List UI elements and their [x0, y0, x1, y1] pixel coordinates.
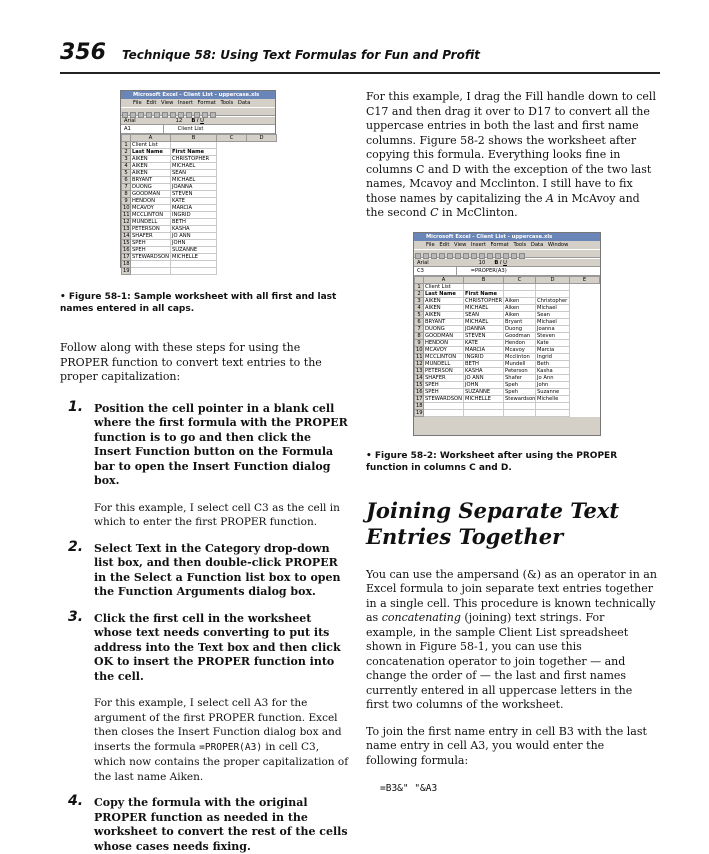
row-header: 17 — [122, 254, 131, 261]
excel-format-toolbar: Arial 10 B I U — [414, 258, 600, 267]
section-heading: Joining Separate Text Entries Together — [366, 498, 658, 550]
figure-58-2-caption — [366, 450, 658, 474]
cell: Last Name — [424, 290, 464, 297]
cell: Michelle — [536, 395, 570, 402]
row-header: 14 — [122, 233, 131, 240]
column-header: B — [464, 276, 504, 283]
cell: SPEH — [131, 240, 171, 247]
row-header: 1 — [122, 142, 131, 149]
table-row — [415, 353, 600, 360]
table-row — [415, 325, 600, 332]
cell: Beth — [536, 360, 570, 367]
cell: Speh — [504, 381, 536, 388]
row-header: 18 — [415, 402, 424, 409]
table-row — [122, 191, 277, 198]
step-number: 2. — [68, 540, 83, 555]
row-header: 16 — [122, 247, 131, 254]
row-header: 4 — [415, 304, 424, 311]
cell: Goodman — [504, 332, 536, 339]
cell: Aiken — [504, 304, 536, 311]
row-header: 2 — [415, 290, 424, 297]
text-run: You can use the ampersand (&) as an operator in an Excel formula to join separate text entries together in a single cell. This procedure is known technically as — [366, 568, 657, 625]
cell: Client List — [424, 283, 464, 290]
cell: Joanna — [536, 325, 570, 332]
excel-title-bar: Microsoft Excel - Client List - uppercase.xls — [414, 233, 600, 241]
cell: Steven — [536, 332, 570, 339]
excel-standard-toolbar — [414, 249, 600, 258]
cell: MUNDELL — [131, 219, 171, 226]
text-run: in McClinton. — [439, 206, 518, 219]
column-header: A — [424, 276, 464, 283]
cell — [171, 142, 217, 149]
row-header: 7 — [122, 184, 131, 191]
cell: MICHELLE — [464, 395, 504, 402]
font-name: Arial — [417, 259, 477, 268]
cell: Mcclinton — [504, 353, 536, 360]
table-row — [415, 367, 600, 374]
worksheet-grid — [414, 276, 600, 417]
column-header: D — [536, 276, 570, 283]
table-row — [415, 290, 600, 297]
table-row — [122, 212, 277, 219]
cell: STEWARDSON — [131, 254, 171, 261]
table-row — [122, 142, 277, 149]
cell: AIKEN — [131, 170, 171, 177]
formula-content: =PROPER(A3) — [459, 268, 507, 274]
row-header: 15 — [122, 240, 131, 247]
cell: Michael — [536, 318, 570, 325]
table-row — [415, 346, 600, 353]
corner-cell — [415, 276, 424, 283]
row-header: 17 — [415, 395, 424, 402]
step-3-body — [60, 696, 350, 784]
cell: KATE — [464, 339, 504, 346]
row-header: 9 — [415, 339, 424, 346]
table-row — [122, 163, 277, 170]
name-box: C3 — [417, 267, 457, 276]
cell: JOHN — [171, 240, 217, 247]
table-row — [122, 184, 277, 191]
table-row — [415, 332, 600, 339]
row-header: 9 — [122, 198, 131, 205]
steps-list — [60, 402, 350, 854]
cell: MCCLINTON — [131, 212, 171, 219]
row-header: 8 — [122, 191, 131, 198]
row-header: 13 — [122, 226, 131, 233]
cell: PETERSON — [424, 367, 464, 374]
cell: Last Name — [131, 149, 171, 156]
cell: Kasha — [536, 367, 570, 374]
row-header: 11 — [415, 353, 424, 360]
row-header: 3 — [415, 297, 424, 304]
step-text: Copy the formula with the original PROPER function as needed in the worksheet to convert the rest of the cells whose cases needs fixing. — [94, 796, 348, 853]
cell: GOODMAN — [131, 191, 171, 198]
row-header: 19 — [122, 268, 131, 275]
cell: MICHAEL — [171, 163, 217, 170]
table-row — [415, 409, 600, 416]
table-row — [415, 318, 600, 325]
text-run: For this example, I drag the Fill handle down to cell C17 and then drag it over to D17 to convert all the uppercase entries in both the last and first name columns. Figure 58-2 shows the worksheet after copying this formula. Everything looks fine in columns C and D with the exception of the two last names, Mcavoy and Mcclinton. I still have to fix those names by capitalizing the — [366, 90, 656, 205]
table-row — [122, 247, 277, 254]
cell: MICHAEL — [464, 318, 504, 325]
cell: MICHELLE — [171, 254, 217, 261]
cell: Mundell — [504, 360, 536, 367]
cell: KATE — [171, 198, 217, 205]
table-row — [122, 233, 277, 240]
cell: PETERSON — [131, 226, 171, 233]
table-row — [122, 254, 277, 261]
cell: Bryant — [504, 318, 536, 325]
cell — [504, 283, 536, 290]
table-row — [122, 156, 277, 163]
step-text: Position the cell pointer in a blank cell where the first formula with the PROPER function is to go and then click the Insert Function button on the Formula bar to open the Insert Function dialog box. — [94, 402, 348, 488]
cell: Client List — [131, 142, 171, 149]
row-header: 6 — [415, 318, 424, 325]
right-column — [366, 90, 658, 797]
italic-run: concatenating — [382, 611, 461, 624]
column-header: A — [131, 135, 171, 142]
name-box: A1 — [124, 125, 164, 134]
figure-58-2-screenshot — [413, 232, 601, 436]
cell — [424, 409, 464, 416]
cell: JOANNA — [464, 325, 504, 332]
row-header: 16 — [415, 388, 424, 395]
row-header: 7 — [415, 325, 424, 332]
table-row — [415, 360, 600, 367]
caption-text: Sample worksheet with all first and last names entered in all caps. — [60, 292, 336, 314]
step-1-body: For this example, I select cell C3 as the cell in which to enter the first PROPER function. — [60, 501, 350, 530]
column-header: C — [504, 276, 536, 283]
cell: JOANNA — [171, 184, 217, 191]
table-row — [415, 339, 600, 346]
row-header: 10 — [122, 205, 131, 212]
table-row — [415, 283, 600, 290]
cell: Shafer — [504, 374, 536, 381]
cell — [504, 402, 536, 409]
cell: Sean — [536, 311, 570, 318]
cell: Aiken — [504, 311, 536, 318]
font-size: 12 — [176, 117, 190, 126]
italic-run: C — [430, 206, 438, 219]
table-row — [122, 240, 277, 247]
cell: MCAVOY — [131, 205, 171, 212]
table-row — [415, 311, 600, 318]
table-row — [122, 205, 277, 212]
row-header: 4 — [122, 163, 131, 170]
cell: INGRID — [171, 212, 217, 219]
italic-run: A — [546, 192, 554, 205]
table-row — [122, 268, 277, 275]
cell — [171, 268, 217, 275]
cell — [536, 290, 570, 297]
right-paragraph-3: To join the first name entry in cell B3 with the last name entry in cell A3, you would enter the following formula: — [366, 725, 658, 769]
step-4 — [60, 796, 350, 854]
text-run: in McAvoy and the second — [366, 192, 640, 220]
cell: SEAN — [464, 311, 504, 318]
row-header: 12 — [122, 219, 131, 226]
cell: MICHAEL — [464, 304, 504, 311]
row-header: 14 — [415, 374, 424, 381]
row-header: 11 — [122, 212, 131, 219]
cell: STEVEN — [171, 191, 217, 198]
cell: Duong — [504, 325, 536, 332]
cell: MUNDELL — [424, 360, 464, 367]
cell: CHRISTOPHER — [171, 156, 217, 163]
step-1 — [60, 402, 350, 489]
step-number: 4. — [68, 794, 83, 809]
cell: KASHA — [171, 226, 217, 233]
step-2 — [60, 542, 350, 600]
cell: Michael — [536, 304, 570, 311]
corner-cell — [122, 135, 131, 142]
cell: Peterson — [504, 367, 536, 374]
cell: First Name — [171, 149, 217, 156]
cell: AIKEN — [131, 156, 171, 163]
code-example: =B3&" "&A3 — [366, 782, 658, 797]
cell — [424, 402, 464, 409]
cell: Mcavoy — [504, 346, 536, 353]
table-row — [122, 170, 277, 177]
cell — [536, 402, 570, 409]
cell: GOODMAN — [424, 332, 464, 339]
right-paragraph-1 — [366, 90, 658, 221]
row-header: 13 — [415, 367, 424, 374]
step-3-body-text-end: in cell C3, which now contains the proper capitalization of the last name Aiken. — [94, 741, 348, 783]
row-header: 19 — [415, 409, 424, 416]
row-header: 2 — [122, 149, 131, 156]
table-row — [415, 395, 600, 402]
table-row — [122, 198, 277, 205]
row-header: 12 — [415, 360, 424, 367]
formula-code: =PROPER(A3) — [199, 742, 262, 753]
cell: Hendon — [504, 339, 536, 346]
caption-text: Worksheet after using the PROPER function in columns C and D. — [366, 451, 617, 473]
cell — [504, 409, 536, 416]
excel-format-toolbar: Arial 12 B I U — [121, 116, 275, 125]
cell: SUZANNE — [464, 388, 504, 395]
step-number: 1. — [68, 400, 83, 415]
cell: SEAN — [171, 170, 217, 177]
cell: Jo Ann — [536, 374, 570, 381]
running-title: Technique 58: Using Text Formulas for Fun and Profit — [122, 48, 480, 62]
step-number: 3. — [68, 610, 83, 625]
table-row — [415, 381, 600, 388]
cell: INGRID — [464, 353, 504, 360]
figure-58-1-screenshot — [120, 90, 276, 268]
intro-paragraph: Follow along with these steps for using the PROPER function to convert text entries to the proper capitalization: — [60, 341, 350, 385]
row-header: 8 — [415, 332, 424, 339]
table-row — [415, 297, 600, 304]
cell: HENDON — [424, 339, 464, 346]
page-header — [60, 40, 660, 70]
row-header: 15 — [415, 381, 424, 388]
cell: MARCIA — [171, 205, 217, 212]
cell: SHAFER — [424, 374, 464, 381]
step-3-body-text: For this example, I select cell A3 for the argument of the first PROPER function. Excel then closes the Insert Function dialog box and inserts the formula — [94, 697, 342, 753]
column-header: B — [171, 135, 217, 142]
column-header: C — [217, 135, 247, 142]
table-row — [122, 149, 277, 156]
cell: Ingrid — [536, 353, 570, 360]
text-run: (joining) text strings. For example, in the sample Client List spreadsheet shown in Figure 58-1, you can use this concatenation operator to join together — and change the order of — the last and first names currently entered in all uppercase letters in the first two columns of the worksheet. — [366, 611, 632, 711]
worksheet-grid — [121, 134, 277, 275]
cell: Marcia — [536, 346, 570, 353]
cell: JO ANN — [464, 374, 504, 381]
cell: BETH — [464, 360, 504, 367]
cell: DUONG — [131, 184, 171, 191]
formula-content: Client List — [166, 126, 204, 132]
right-paragraph-2 — [366, 568, 658, 713]
cell: AIKEN — [424, 304, 464, 311]
cell: STEVEN — [464, 332, 504, 339]
excel-title-bar: Microsoft Excel - Client List - uppercase.xls — [121, 91, 275, 99]
table-row — [415, 374, 600, 381]
font-name: Arial — [124, 117, 174, 126]
cell: BRYANT — [424, 318, 464, 325]
table-row — [122, 177, 277, 184]
cell: Speh — [504, 388, 536, 395]
cell — [536, 409, 570, 416]
row-header: 5 — [122, 170, 131, 177]
column-header: E — [570, 276, 600, 283]
table-row — [122, 219, 277, 226]
cell: First Name — [464, 290, 504, 297]
cell: SPEH — [424, 388, 464, 395]
table-row — [415, 388, 600, 395]
cell: John — [536, 381, 570, 388]
header-rule — [60, 72, 660, 74]
cell — [536, 283, 570, 290]
cell: Kate — [536, 339, 570, 346]
cell — [131, 261, 171, 268]
caption-label: • Figure 58-1: — [60, 292, 131, 302]
row-header: 3 — [122, 156, 131, 163]
row-header: 10 — [415, 346, 424, 353]
table-row — [415, 402, 600, 409]
cell: STEWARDSON — [424, 395, 464, 402]
step-3 — [60, 612, 350, 685]
cell: AIKEN — [424, 297, 464, 304]
cell: Aiken — [504, 297, 536, 304]
cell: MCAVOY — [424, 346, 464, 353]
table-row — [122, 226, 277, 233]
cell: Christopher — [536, 297, 570, 304]
cell: JO ANN — [171, 233, 217, 240]
row-header: 6 — [122, 177, 131, 184]
cell: CHRISTOPHER — [464, 297, 504, 304]
row-header: 5 — [415, 311, 424, 318]
cell — [171, 261, 217, 268]
cell: MARCIA — [464, 346, 504, 353]
cell: SPEH — [424, 381, 464, 388]
cell: Suzanne — [536, 388, 570, 395]
cell: DUONG — [424, 325, 464, 332]
table-row — [122, 261, 277, 268]
cell: BETH — [171, 219, 217, 226]
font-size: 10 — [479, 259, 493, 268]
cell — [464, 283, 504, 290]
formula-bar — [414, 267, 600, 276]
cell: JOHN — [464, 381, 504, 388]
cell — [131, 268, 171, 275]
column-header: D — [247, 135, 277, 142]
row-header: 18 — [122, 261, 131, 268]
excel-menu-bar: File Edit View Insert Format Tools Data Window — [414, 241, 600, 249]
step-text: Select Text in the Category drop-down list box, and then double-click PROPER in the Select a Function list box to open the Function Arguments dialog box. — [94, 542, 340, 599]
cell: SPEH — [131, 247, 171, 254]
cell — [464, 409, 504, 416]
figure-58-1-caption — [60, 291, 350, 315]
row-header: 1 — [415, 283, 424, 290]
cell — [504, 290, 536, 297]
left-column — [60, 90, 350, 854]
cell: SUZANNE — [171, 247, 217, 254]
excel-menu-bar: File Edit View Insert Format Tools Data — [121, 99, 275, 107]
page-number: 356 — [60, 40, 106, 65]
cell — [464, 402, 504, 409]
cell: Stewardson — [504, 395, 536, 402]
cell: BRYANT — [131, 177, 171, 184]
formula-bar — [121, 125, 275, 134]
caption-label: • Figure 58-2: — [366, 451, 437, 461]
cell: AIKEN — [424, 311, 464, 318]
table-row — [415, 304, 600, 311]
step-text: Click the first cell in the worksheet whose text needs converting to put its address into the Text box and then click OK to insert the PROPER function into the cell. — [94, 612, 341, 683]
cell: MICHAEL — [171, 177, 217, 184]
cell: HENDON — [131, 198, 171, 205]
excel-standard-toolbar — [121, 107, 275, 116]
cell: MCCLINTON — [424, 353, 464, 360]
cell: AIKEN — [131, 163, 171, 170]
cell: KASHA — [464, 367, 504, 374]
cell: SHAFER — [131, 233, 171, 240]
